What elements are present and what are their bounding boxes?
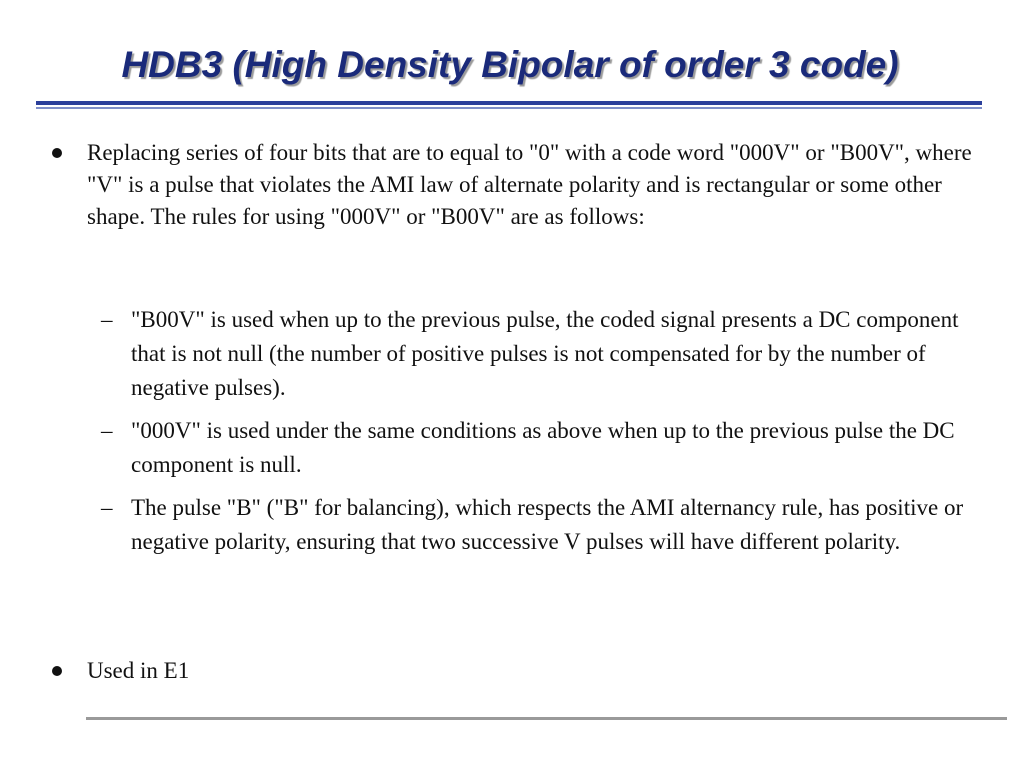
footer-divider: [86, 717, 1007, 720]
sub-bullet-item: "B00V" is used when up to the previous pulse, the coded signal presents a DC component that is not null (the number of positive pulses is not compensated for by the number of negative pulses).: [131, 307, 959, 400]
bullet-item: Replacing series of four bits that are to equal to "0" with a code word "000V" or "B00V", where "V" is a pulse that violates the AMI law of alternate polarity and is rectangular or some other shape. The rules for using "000V" or "B00V" are as follows:: [87, 140, 972, 229]
sub-bullet-item: "000V" is used under the same conditions as above when up to the previous pulse the DC component is null.: [131, 418, 955, 477]
bullet-dot-icon: [52, 666, 62, 676]
sub-bullet-item: The pulse "B" ("B" for balancing), which respects the AMI alternancy rule, has positive or negative polarity, ensuring that two successive V pulses will have different polarity.: [131, 495, 964, 554]
title-underline-secondary: [36, 107, 982, 109]
sub-bullet-dash: –: [101, 307, 113, 332]
title-underline: [36, 101, 982, 105]
slide-title: HDB3 (High Density Bipolar of order 3 code): [121, 44, 899, 85]
bullet-dot-icon: [52, 148, 62, 158]
bullet-item: Used in E1: [87, 658, 190, 683]
sub-bullet-dash: –: [101, 495, 113, 520]
sub-bullet-dash: –: [101, 418, 113, 443]
